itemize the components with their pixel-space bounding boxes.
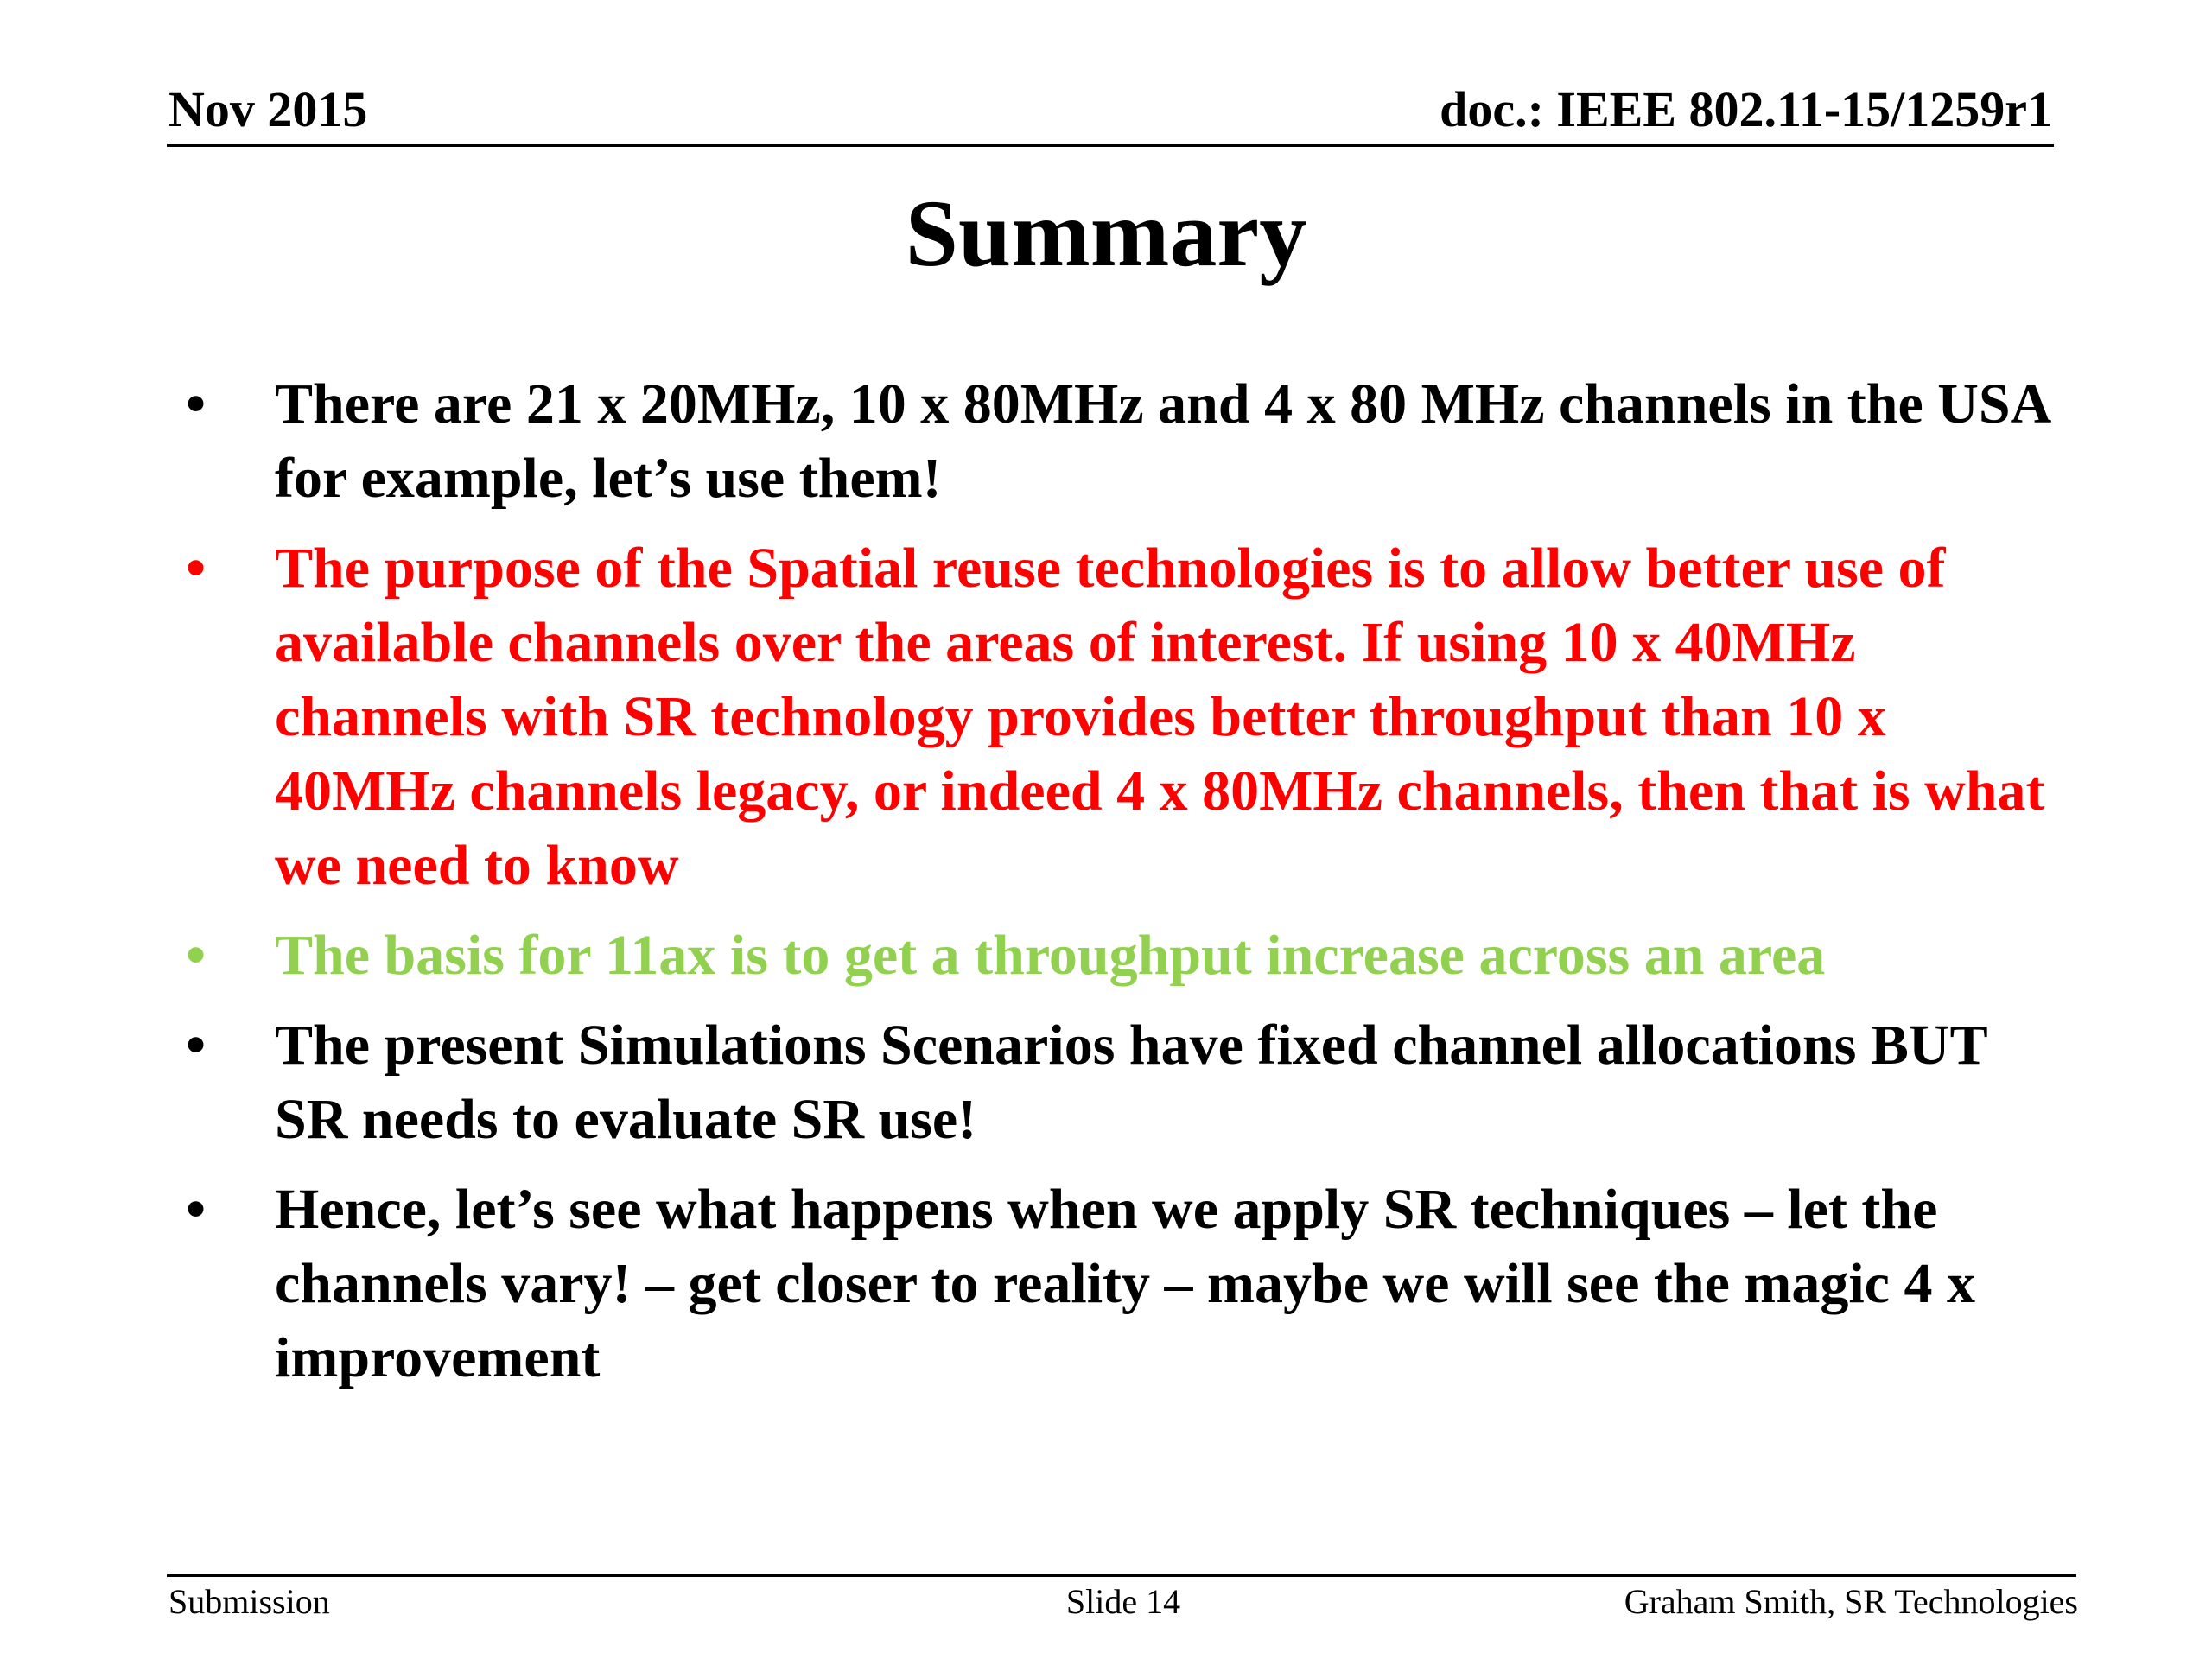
bullet-list <box>0 367 2212 1411</box>
header-divider <box>167 144 2054 147</box>
bullet-text: The basis for 11ax is to get a throughput increase across an area <box>275 924 1826 987</box>
bullet-item <box>0 367 2072 516</box>
bullet-dot-icon: • <box>186 1178 207 1241</box>
header-doc-id: doc.: IEEE 802.11-15/1259r1 <box>1440 81 2052 137</box>
bullet-item <box>0 1008 2072 1157</box>
bullet-text: Hence, let’s see what happens when we apply SR techniques – let the channels vary! – get closer to reality – maybe we will see the magic 4 x improvement <box>275 1178 1975 1389</box>
bullet-dot-icon: • <box>186 924 207 987</box>
bullet-text: The present Simulations Scenarios have fixed channel allocations BUT SR needs to evaluate SR use! <box>275 1014 1987 1151</box>
bullet-item <box>0 918 2072 993</box>
bullet-item <box>0 1173 2072 1395</box>
header-date: Nov 2015 <box>168 81 368 137</box>
footer-author: Graham Smith, SR Technologies <box>1624 1582 2078 1621</box>
footer-submission: Submission <box>168 1582 330 1621</box>
bullet-dot-icon: • <box>186 372 207 435</box>
bullet-dot-icon: • <box>186 537 207 600</box>
bullet-dot-icon: • <box>186 1014 207 1077</box>
bullet-text: There are 21 x 20MHz, 10 x 80MHz and 4 x 80 MHz channels in the USA for example, let’s use them! <box>275 372 2049 510</box>
bullet-text: The purpose of the Spatial reuse technologies is to allow better use of available channels over the areas of interest. If using 10 x 40MHz channels with SR technology provides better throughput than 10 x 40MHz channels legacy, or indeed 4 x 80MHz channels, then that is what we need to know <box>275 537 2045 897</box>
footer-divider <box>167 1574 2076 1577</box>
bullet-item <box>0 531 2072 903</box>
footer-slide-number: Slide 14 <box>1065 1582 1181 1621</box>
slide-title: Summary <box>905 181 1307 286</box>
